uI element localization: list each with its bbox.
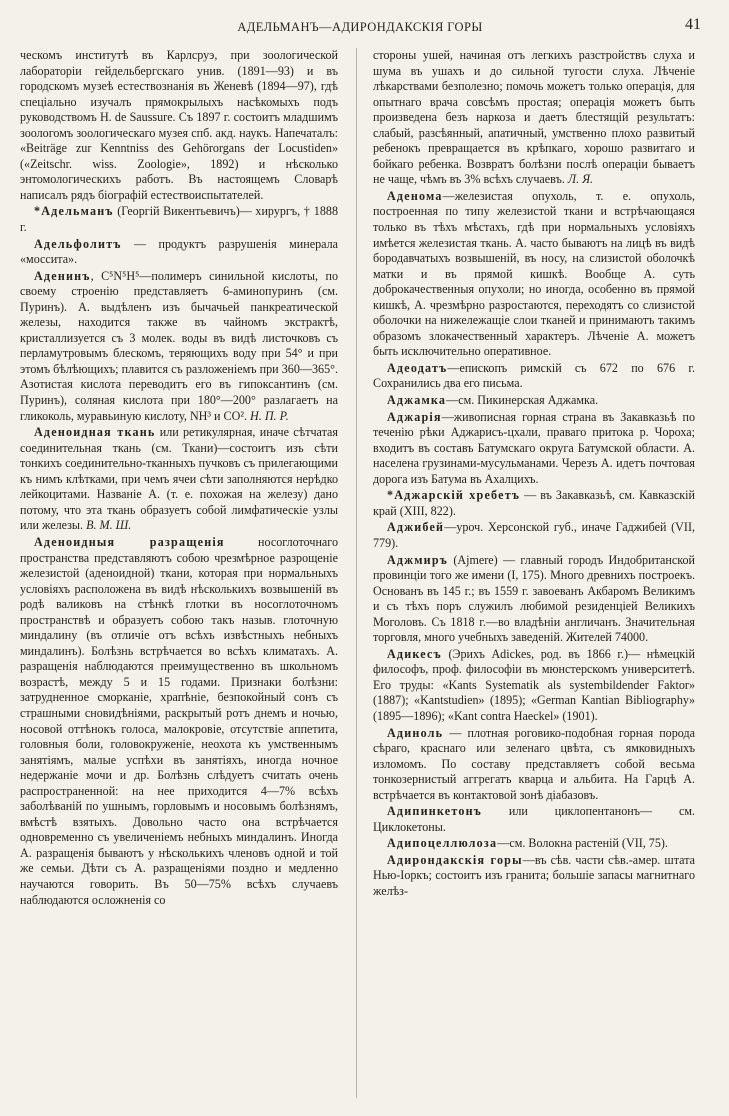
entry-text: —железистая опухоль, т. е. опухоль, построенная по типу железистой ткани и встрѣчающаяся только въ тѣхъ мѣстахъ, гдѣ при нормальныхъ условіяхъ имѣется железистая ткань. А. часто бываютъ на лицѣ въ видѣ бородавчатыхъ возвышеній, въ носу, на слизистой оболочкѣ матки и въ прямой кишкѣ. Вообще А. суть доброкачественныя опухоли; но иногда, особенно въ прямой кишкѣ, А. чрезмѣрно разростаются, переходятъ со слизистой оболочки на нижележащіе слои тканей и принимаютъ такимъ образомъ злокачественный характеръ. Лѣченіе А. можетъ быть исключительно оперативное. <box>373 188 695 359</box>
headword: Адельфолитъ <box>34 236 122 251</box>
headword: Адипинкетонъ <box>387 804 483 819</box>
entry <box>20 48 338 203</box>
entry <box>373 48 695 188</box>
headword: Аджамка <box>387 393 447 408</box>
headword: Аджмиръ <box>387 552 449 567</box>
entry-text: (Георгій Викентьевичъ)— хирургъ, † 1888 г. <box>20 204 338 235</box>
entry <box>373 804 695 835</box>
headword: *Аджарскій хребетъ <box>387 488 521 503</box>
entry-text: —уроч. Херсонской губ., иначе Гаджибей (VII, 779). <box>373 520 695 550</box>
entry-text: — продуктъ разрушенія минерала «моссита». <box>20 236 338 267</box>
entry <box>373 410 695 488</box>
entry-text: —епископъ римскій съ 672 по 676 г. Сохранились два его письма. <box>373 360 695 391</box>
headword: Адипоцеллюлоза <box>387 836 498 851</box>
entry <box>20 535 338 908</box>
headword: Аденинъ <box>34 268 91 283</box>
entry-text: — плотная роговико-подобная горная порода сѣраго, краснаго или зеленаго цвѣта, съ ямковидныхъ изломомъ. По составу представляетъ собой весьма тонкозернистый аггрегатъ кварца и альбита. На Гарцѣ А. встрѣчается въ контактовой зонѣ діабазовъ. <box>373 725 695 802</box>
entry-text: — въ Закавказьѣ, см. Кавказскій край (XIII, 822). <box>373 488 695 518</box>
headword: Адеодатъ <box>387 360 448 375</box>
author-signature: В. М. Ш. <box>86 518 132 533</box>
running-title: АДЕЛЬМАНЪ—АДИРОНДАКСКІЯ ГОРЫ <box>237 20 483 34</box>
entry-text: —см. Волокна растеній (VII, 75). <box>497 836 668 851</box>
entry <box>373 726 695 804</box>
left-column <box>20 48 338 1108</box>
headword: *Адельманъ <box>34 204 114 219</box>
entry-text: (Ajmere) — главный городъ Индобританской провинціи того же имени (I, 175). Много древнихъ построекъ. Основанъ въ 145 г.; въ 1559 г. завоеванъ Акбаромъ Великимъ и съ тѣхъ поръ служилъ любимой резиденціей Великихъ Моголовъ. Съ 1818 г.—во владѣніи англичанъ. Значительная торговля, много учебныхъ заведеній. Жителей 74000. <box>373 552 695 645</box>
headword: Аджибей <box>387 520 445 535</box>
headword: Адикесъ <box>387 646 442 661</box>
headword: Аденома <box>387 188 443 203</box>
entry <box>20 269 338 424</box>
entry-text: носоглоточнаго пространства представляютъ собою чрезмѣрное разрощеніе железистой (аденоидной) ткани, которая при нормальныхъ условіяхъ расположена въ видѣ нѣсколькихъ возвышеній въ родѣ валиковъ на стѣнкѣ глотки въ носоглоточномъ пространствѣ и образуетъ собою такъ назыв. глоточную миндалину (въ отличіе отъ всѣхъ извѣстныхъ небныхъ миндалинъ). Болѣзнь встрѣчается во всѣхъ климатахъ. А. разращенія наблюдаются преимущественно въ школьномъ возрастѣ, между 5 и 15 годами. Признаки болѣзни: затрудненное сморканіе, храпѣніе, безпокойный сонъ съ страшными сновидѣніями, раскрытый ротъ днемъ и ночью, носовой оттѣнокъ голоса, малокровіе, отсутствіе аппетита, головныя боли, головокруженіе, неохота къ умственнымъ занятіямъ, малые успѣхи въ занятіяхъ, иногда ночное недержаніе мочи и др. Болѣзнь слѣдуетъ считать очень распространенной: на нее приходится 4—7% всѣхъ заболѣваній по ушнымъ, горловымъ и носовымъ болѣзнямъ, вмѣстѣ взятыхъ. Довольно часто она встрѣчается одновременно съ увеличеніемъ небныхъ миндалинъ. Иногда А. разращенія бываютъ у нѣсколькихъ членовъ одной и той же семьи. Дѣти съ А. разращеніями поздно и медленно научаются говорить. Въ 50—75% всѣхъ случаевъ наблюдаются осложненія со <box>20 534 338 907</box>
entry <box>373 553 695 646</box>
entry <box>373 488 695 519</box>
entry-text: или ретикулярная, иначе сѣтчатая соединительная ткань (см. Ткани)—состоитъ изъ сѣти тонкихъ соединительно-тканныхъ пучковъ съ прилегающими къ нимъ клѣтками, при чемъ ячеи сѣти заполняются нерѣдко лейкоцитами. Названіе А. (т. е. похожая на железу) дано потому, что эта ткань образуетъ собой лимфатическіе узлы или железы. <box>20 425 338 533</box>
entry-text: —въ сѣв. части сѣв.-амер. штата Нью-Іоркъ; состоитъ изъ гранита; большіе запасы магнитнаго желѣз- <box>373 852 695 898</box>
entry-text: или циклопентанонъ— см. Циклокетоны. <box>373 804 695 834</box>
column-divider <box>356 48 357 1098</box>
headword: Аджарія <box>387 409 442 424</box>
entry <box>20 237 338 268</box>
entry <box>373 393 695 409</box>
right-column <box>373 48 695 1108</box>
headword: Аденоидныя разращенія <box>34 534 225 549</box>
entry <box>20 425 338 534</box>
entry-text: (Эрихъ Adickes, род. въ 1866 г.)— нѣмецкій философъ, проф. философіи въ мюнстерскомъ университетѣ. Его труды: «Kants Systematik als systembildender Faktor» (1887); «Kantstudien» (1895); «German Kantian Bibliography» (1895—1896); «Kant contra Haeckel» (1901). <box>373 646 695 723</box>
entry <box>373 853 695 900</box>
entry <box>20 204 338 235</box>
entry <box>373 189 695 360</box>
entry <box>373 361 695 392</box>
author-signature: Н. П. Р. <box>250 408 289 423</box>
page-number: 41 <box>685 16 701 33</box>
headword: Адирондакскія горы <box>387 852 523 867</box>
headword: Адиноль <box>387 725 444 740</box>
entry-text: —живописная горная страна въ Закавказьѣ по теченію рѣки Аджарисъ-цхали, праваго притока р. Чороха; входитъ въ составъ Батумскаго округа Батумской области. А. населена грузинами-мусульманами. Черезъ А. идетъ почтовая дорога изъ Батума въ Ахалцихъ. <box>373 409 695 486</box>
entry <box>373 520 695 551</box>
entry-text: —см. Пикинерская Аджамка. <box>446 393 599 408</box>
entry-text: стороны ушей, начиная отъ легкихъ разстройствъ слуха и шума въ ушахъ и до сильной тугости слуха. Лѣченіе лѣкарствами безполезно; помочь можетъ только операція, для опытнаго врача совсѣмъ простая; операція можетъ быть произведена безъ наркоза и даетъ блестящій результатъ: слабый, разсѣянный, апатичный, умственно плохо развитый ребенокъ превращается въ крѣпкаго, хорошо развитаго и бойкаго ребенка. Возвратъ болѣзни послѣ операціи бываетъ не чаще, чѣмъ въ 3% всѣхъ случаевъ. <box>373 48 695 187</box>
author-signature: Л. Я. <box>567 172 594 187</box>
entry-text: ческомъ институтѣ въ Карлсруэ, при зоологической лабораторіи гейдельбергскаго унив. (1891—93) и въ городскомъ музеѣ естествознанія въ Женевѣ (1894—97), гдѣ спеціально изучалъ прямокрылыхъ насѣкомыхъ подъ руководствомъ H. de Saussure. Съ 1897 г. состоитъ младшимъ зоологомъ зоологическаго музея спб. акд. наукъ. Напечаталъ: «Beiträge zur Kenntniss des Gehörorgans der Locustiden» («Zeitschr. wiss. Zoologie», 1892) и нѣсколько энтомологическихъ работъ. Въ настоящемъ Словарѣ написалъ рядъ біографій естествоиспытателей. <box>20 48 338 202</box>
entry-text: , C⁵N⁵H⁵—полимеръ синильной кислоты, по своему строенію представляетъ 6-аминопуринъ (см. Пуринъ). А. выдѣленъ изъ бычачьей панкреатической железы, находится также въ чайномъ экстрактѣ, кристаллизуется съ 3 молек. воды въ видѣ листочковъ съ перламутровымъ блескомъ, теряющихъ воду при 54° и при этомъ бѣлѣющихъ; плавится съ разложеніемъ при 360—365°. Азотистая кислота переводитъ его въ гипоксантинъ (см. Пуринъ), соляная кислота при 180°—200° разлагаетъ на гликоколь, муравьиную кислоту, NH³ и CO². <box>20 268 338 423</box>
entry <box>373 836 695 852</box>
headword: Аденоидная ткань <box>34 425 156 440</box>
entry <box>373 647 695 725</box>
